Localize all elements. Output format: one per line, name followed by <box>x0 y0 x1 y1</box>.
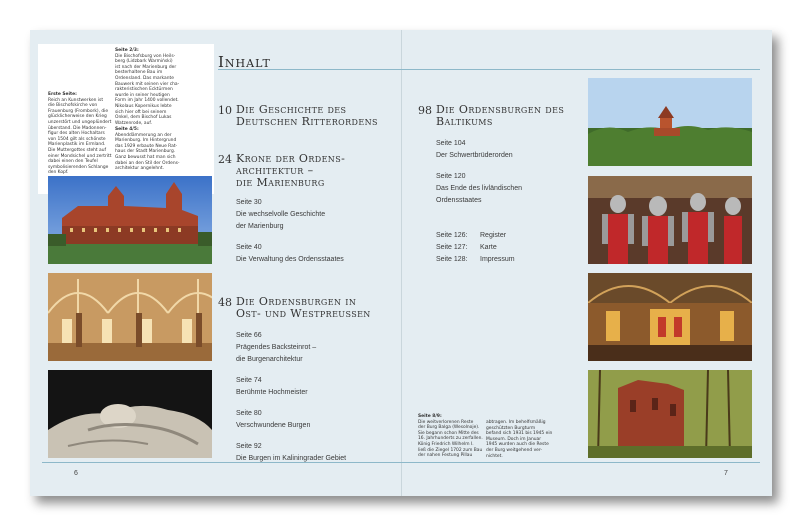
caption-line: von 1504 gilt als schönste <box>48 136 106 142</box>
caption-line: Reich an Kunstwerken ist <box>48 97 104 103</box>
chapter-title-line: Deutschen Ritterordens <box>236 115 378 128</box>
chapter-title-line: Die Ordensburgen in <box>236 295 357 308</box>
caption-seite-8-9: Seite 8/9: Die weitverlorenen Reste der Burg Balga (Wesolnoje). Sie begann schon Mitte des 16. Jahrhunderts zu zerfallen. König Friedrich Wilhelm I. ließ die Ziegel 1702 zum Bau der nahen Festung Pillau <box>418 414 498 459</box>
caption-line: sich hier oft bei seinem <box>115 109 167 115</box>
caption-line: 16. Jahrhunderts zu zerfallen. <box>418 436 483 442</box>
caption-line: symbolisierenden Schlange <box>48 164 109 170</box>
toc-entry-page: Seite 92 <box>236 443 262 450</box>
footer-rule-left <box>42 462 401 463</box>
photo-brick-ruin <box>588 370 752 458</box>
chapter-number: 48 <box>218 296 232 309</box>
caption-line: Sie begann schon Mitte des <box>418 430 479 436</box>
caption-line: figur des alten Hochaltars <box>48 131 105 137</box>
toc-entry-title: Das Ende des livländischen <box>436 185 522 192</box>
caption-line: Abenddämmerung an der <box>115 132 172 138</box>
caption-line: überstand. Die Madonnen- <box>48 125 107 131</box>
caption-line: Die Bischofsburg von Heils- <box>115 53 176 59</box>
caption-erste-seite: Erste Seite: Reich an Kunstwerken ist die Bischofskirche von Frauenburg (Frombork), die glücklicherweise den Krieg unzerstört und ungeplündert überstand. Die Madonnen- figur des alten Hochaltars von 1504 gilt als schönste Marienplastik im Ermland. Die Muttergottes steht auf einer Mondsichel und zertritt dabei einen den Teufel symbolisierenden Schlange den Kopf. <box>48 92 128 176</box>
caption-line: Die weitverlorenen Reste <box>418 419 474 425</box>
caption-line: Bauwerk mit seinen vier cha- <box>115 81 180 87</box>
caption-line: Onkel, dem Bischof Lukas <box>115 115 172 121</box>
caption-line: den Kopf. <box>48 170 69 176</box>
photo-marienburg-castle <box>48 176 212 264</box>
header-rule-right <box>401 69 760 70</box>
caption-line: Die Muttergottes steht auf <box>48 147 107 153</box>
caption-line: König Friedrich Wilhelm I. <box>418 441 474 447</box>
caption-line: Form im Jahr 1400 vollendet. <box>115 98 179 104</box>
caption-line: der nahen Festung Pillau <box>418 453 473 459</box>
caption-seite-2-3: Seite 2/3: Die Bischofsburg von Heils- berg (Lidzbark Warmiński) ist nach der Marienburg der besterhaltene Bau im Ordensland. Das markante Bauwerk mit seinen vier cha- rakteristischen Ecktürmen wurde in seiner heutigen Form im Jahr 1400 vollendet. Nikolaus Kopernikus lebte sich hier oft bei seinem Onkel, dem Bischof Lukas Watzenrode, auf. <box>115 48 205 126</box>
toc-entry-title: Der Schwertbrüderorden <box>436 152 513 159</box>
toc-entry-page: Seite 66 <box>236 332 262 339</box>
caption-line: rakteristischen Ecktürmen <box>115 87 173 93</box>
toc-entry-page: Seite 30 <box>236 199 262 206</box>
caption-line: berg (Lidzbark Warmiński) <box>115 59 173 65</box>
chapter-title-line: Ost- und Westpreussen <box>236 307 371 320</box>
caption-line: abtragen. Im behelfsmäßig <box>486 420 546 425</box>
toc-entry-title: Verschwundene Burgen <box>236 422 311 429</box>
index-text: Impressum <box>480 256 515 263</box>
caption-line: Watzenrode, auf. <box>115 120 153 126</box>
caption-line: ist nach der Marienburg der <box>115 64 177 70</box>
index-label: Seite 127: <box>436 244 468 251</box>
caption-line: die Bischofskirche von <box>48 103 98 109</box>
caption-line: Frauenburg (Frombork), die <box>48 108 109 114</box>
index-text: Karte <box>480 244 497 251</box>
toc-entry-title: Die wechselvolle Geschichte <box>236 211 326 218</box>
caption-line: Marienplastik im Ermland. <box>48 142 106 148</box>
caption-line: Ordensland. Das markante <box>115 75 174 81</box>
gutter <box>401 30 402 496</box>
toc-entry-title: Berühmte Hochmeister <box>236 389 308 396</box>
caption-line: dabei einen den Teufel <box>48 159 98 165</box>
caption-seite-4-5: Seite 4/5: Abenddämmerung an der Marienburg. Im Hintergrund das 1929 erbaute Neue Rat- haus der Stadt Marienburg. Ganz bewusst hat man sich dabei an den Stil der Ordens- architektur angelehnt. <box>115 127 205 172</box>
caption-line: der Burg weitgehend ver- <box>486 447 542 453</box>
chapter-number: 98 <box>418 104 432 117</box>
caption-line: befand sich 1931 bis 1945 ein <box>486 431 553 437</box>
caption-line: das 1929 erbaute Neue Rat- <box>115 143 178 149</box>
caption-line: haus der Stadt Marienburg. <box>115 149 176 155</box>
caption-line: architektur angelehnt. <box>115 166 165 172</box>
photo-church-interior <box>588 273 752 361</box>
footer-rule-right <box>401 462 760 463</box>
toc-entry-title: die Burgenarchitektur <box>236 356 303 363</box>
page-number-right: 7 <box>724 470 728 477</box>
caption-line: unzerstört und ungeplündert <box>48 119 112 125</box>
photo-gothic-vaulted-hall <box>48 273 212 361</box>
toc-entry-page: Seite 40 <box>236 244 262 251</box>
caption-line: Marienburg. Im Hintergrund <box>115 138 177 144</box>
toc-entry-title: Ordensstaates <box>436 197 482 204</box>
caption-line: Nikolaus Kopernikus lebte <box>115 103 172 109</box>
toc-entry-title: Prägendes Backsteinrot – <box>236 344 317 351</box>
chapter-title-line: architektur – <box>236 164 314 177</box>
caption-line: besterhaltene Bau im <box>115 70 163 76</box>
chapter-title-line: Die Geschichte des <box>236 103 347 116</box>
caption-line: 1945 wurden auch die Reste <box>486 442 549 448</box>
photo-stone-effigy <box>48 370 212 458</box>
page-title: Inhalt <box>218 53 271 71</box>
caption-line: Ganz bewusst hat man sich <box>115 154 176 160</box>
caption-line: wurde in seiner heutigen <box>115 92 170 98</box>
chapter-title-line: Die Ordensburgen des <box>436 103 565 116</box>
chapter-title-line: Krone der Ordens- <box>236 152 346 165</box>
caption-line: ließ die Ziegel 1702 zum Bau <box>418 447 483 453</box>
chapter-number: 10 <box>218 104 232 117</box>
chapter-number: 24 <box>218 153 232 166</box>
toc-entry-page: Seite 80 <box>236 410 262 417</box>
toc-entry-page: Seite 120 <box>436 173 466 180</box>
caption-line: der Burg Balga (Wesolnoje). <box>418 425 480 431</box>
caption-line: geschützten Burgturm <box>486 425 536 431</box>
toc-entry-title: der Marienburg <box>236 223 284 230</box>
toc-entry-title: Die Burgen im Kaliningrader Gebiet <box>236 455 347 462</box>
book-spread <box>30 30 772 496</box>
chapter-title-line: die Marienburg <box>236 176 325 189</box>
toc-entry-page: Seite 104 <box>436 140 466 147</box>
caption-line: nichtet. <box>486 453 503 459</box>
caption-line: glücklicherweise den Krieg <box>48 114 107 120</box>
index-text: Register <box>480 232 507 239</box>
toc-entry-title: Die Verwaltung des Ordensstaates <box>236 256 344 263</box>
page-number-left: 6 <box>74 470 78 477</box>
photo-knight-armor <box>588 176 752 264</box>
index-label: Seite 128: <box>436 256 468 263</box>
index-label: Seite 126: <box>436 232 468 239</box>
photo-castle-tower-forest <box>588 78 752 166</box>
caption-line: Museum. Doch im Januar <box>486 436 542 442</box>
caption-seite-8-9-cont <box>486 420 566 459</box>
toc-entry-page: Seite 74 <box>236 377 262 384</box>
caption-line: einer Mondsichel und zertritt <box>48 153 112 159</box>
caption-line: dabei an den Stil der Ordens- <box>115 160 180 166</box>
chapter-title-line: Baltikums <box>436 115 493 128</box>
